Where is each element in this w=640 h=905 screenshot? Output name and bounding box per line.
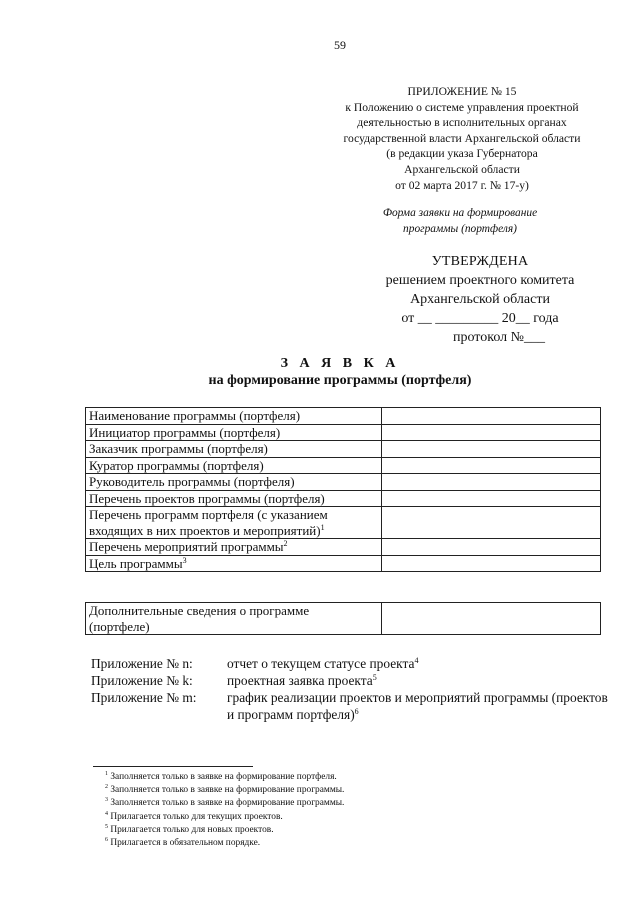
footnote-text: Заполняется только в заявке на формирование программы.	[110, 798, 345, 809]
attachment-desc: проектная заявка проекта	[227, 673, 373, 688]
footnote-ref: 2	[283, 539, 288, 548]
table-row	[86, 539, 601, 556]
footnote-ref: 5	[372, 673, 377, 682]
footnote-text: Прилагается в обязательном порядке.	[110, 838, 261, 849]
footnote-number: 2	[105, 784, 108, 791]
appendix-line: к Положению о системе управления проектной	[345, 100, 579, 114]
row-label-text: Цель программы	[89, 555, 183, 571]
row-label-line: входящих в них проектов и мероприятий)	[89, 522, 321, 538]
footnote-ref: 4	[414, 656, 419, 665]
row-label	[86, 555, 382, 572]
attachment-label: Приложение № m:	[91, 690, 197, 705]
appendix-line: ПРИЛОЖЕНИЕ № 15	[407, 85, 517, 98]
row-value[interactable]	[382, 441, 601, 458]
row-value[interactable]	[382, 539, 601, 556]
row-label-text: Перечень мероприятий программы	[89, 539, 284, 554]
footnote-number: 3	[105, 797, 108, 804]
approval-protocol-line: протокол №___	[453, 330, 545, 345]
request-form-table	[85, 407, 601, 572]
attachment-label: Приложение № k:	[91, 673, 193, 688]
request-title: З А Я В К А	[280, 356, 400, 371]
appendix-line: государственной власти Архангельской области	[343, 131, 581, 145]
row-label	[86, 507, 382, 539]
footnote-ref: 1	[320, 522, 325, 532]
page-number: 59	[334, 38, 346, 52]
appendix-line: Архангельской области	[404, 162, 520, 176]
row-label-line: Перечень программ портфеля (с указанием	[89, 507, 328, 522]
row-value[interactable]	[382, 603, 601, 635]
row-value[interactable]	[382, 424, 601, 441]
table-row	[86, 474, 601, 491]
row-label: Перечень проектов программы (портфеля)	[86, 490, 382, 507]
table-row	[86, 603, 601, 635]
attachment-label: Приложение № n:	[91, 656, 193, 671]
footnote-number: 4	[105, 810, 108, 817]
approval-title: УТВЕРЖДЕНА	[431, 254, 529, 269]
attachments-list	[91, 655, 611, 723]
footnote-number: 5	[105, 823, 108, 830]
row-label	[86, 539, 382, 556]
row-label: Наименование программы (портфеля)	[86, 408, 382, 425]
attachment-text	[227, 672, 377, 689]
attachment-desc: график реализации проектов и мероприятий программы (проектов и программ портфеля)	[227, 690, 608, 722]
footnote-ref: 6	[354, 707, 359, 716]
footnote	[105, 837, 344, 850]
row-label: Куратор программы (портфеля)	[86, 457, 382, 474]
appendix-line: (в редакции указа Губернатора	[386, 147, 538, 161]
footnote	[105, 824, 344, 837]
row-value[interactable]	[382, 555, 601, 572]
table-row	[86, 441, 601, 458]
form-caption-line: Форма заявки на формирование	[382, 207, 538, 219]
row-value[interactable]	[382, 490, 601, 507]
form-caption	[360, 206, 560, 237]
row-value[interactable]	[382, 457, 601, 474]
table-row	[86, 490, 601, 507]
footnote	[105, 784, 344, 797]
approval-date-line: от __ _________ 20__ года	[401, 311, 559, 326]
table-row	[86, 424, 601, 441]
table-row	[86, 507, 601, 539]
footnote	[105, 771, 344, 784]
row-label	[86, 603, 382, 635]
row-value[interactable]	[382, 474, 601, 491]
attachment-item	[91, 672, 611, 689]
approval-line: Архангельской области	[410, 292, 550, 307]
form-caption-line: программы (портфеля)	[403, 222, 517, 235]
row-label: Заказчик программы (портфеля)	[86, 441, 382, 458]
footnotes	[105, 771, 344, 850]
footnote-number: 1	[105, 771, 108, 777]
attachment-desc: отчет о текущем статусе проекта	[227, 656, 415, 671]
request-subtitle: на формирование программы (портфеля)	[208, 373, 472, 388]
attachment-item	[91, 655, 611, 672]
footnote-ref: 3	[182, 555, 187, 565]
footnote-text: Заполняется только в заявке на формирование портфеля.	[110, 772, 337, 782]
appendix-header	[322, 84, 602, 193]
row-label: Инициатор программы (портфеля)	[86, 424, 382, 441]
approval-block	[360, 252, 600, 347]
row-value[interactable]	[382, 408, 601, 425]
row-label-line: Дополнительные сведения о программе	[89, 603, 310, 618]
approval-line: решением проектного комитета	[385, 273, 575, 288]
table-row	[86, 555, 601, 572]
appendix-line: от 02 марта 2017 г. № 17-у)	[395, 178, 529, 192]
row-label-line: (портфеле)	[89, 618, 150, 634]
table-row	[86, 457, 601, 474]
attachment-item	[91, 689, 611, 723]
additional-info-table	[85, 602, 601, 635]
footnote	[105, 811, 344, 824]
footnote-text: Заполняется только в заявке на формирование программы.	[110, 785, 345, 796]
table-row	[86, 408, 601, 425]
row-label: Руководитель программы (портфеля)	[86, 474, 382, 491]
footnote	[105, 797, 344, 810]
footnote-number: 6	[105, 837, 108, 844]
attachment-text	[227, 655, 418, 672]
footnote-text: Прилагается только для текущих проектов.	[110, 811, 283, 822]
footnote-text: Прилагается только для новых проектов.	[110, 824, 274, 835]
footnote-divider	[93, 766, 253, 767]
appendix-line: деятельностью в исполнительных органах	[357, 116, 567, 130]
row-value[interactable]	[382, 507, 601, 539]
attachment-text	[227, 689, 611, 723]
